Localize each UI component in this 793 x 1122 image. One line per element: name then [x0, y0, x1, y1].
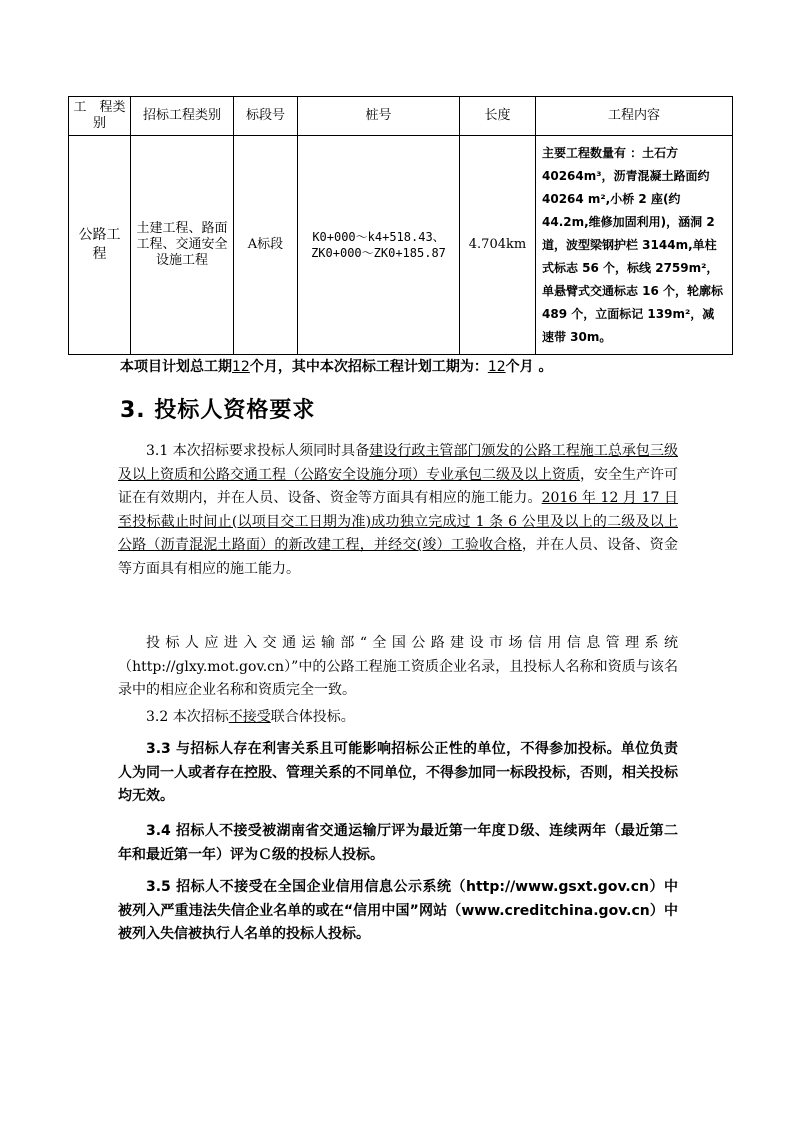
section-heading: 3. 投标人资格要求: [120, 398, 316, 423]
p31-underline-2: 2016 年 12 月 17 日至投标截止时间止(以项目交工日期为准)成功独立完成过 1 条 6 公里及以上的二级及以上公路（沥青混泥土路面）的新改建工程，并经交(竣）工验收合格: [118, 490, 678, 553]
cell-pile: [298, 136, 460, 355]
p32-underline: 不接受: [228, 709, 271, 725]
header-category: 工 程类别: [69, 97, 131, 136]
table-header-row: [69, 97, 733, 136]
cell-length: 4.704km: [460, 136, 536, 355]
p31-underline-1: 建设行政主管部门颁发的公路工程施工总承包三级及以上资质和公路交通工程（公路安全设施分项）专业承包二级及以上资质: [118, 443, 678, 483]
pile-line-1: K0+000～k4+518.43、: [312, 230, 445, 244]
cell-content: 主要工程数量有 ：土石方 40264m³，沥青混凝土路面约 40264 m²,小桥 2 座(约 44.2m,维修加固利用)，涵洞 2 道，波型梁钢护栏 3144m,单柱式标志 56 个，标线 2759m²，单悬臂式交通标志 16 个，轮廓标 489 个，立面标记 139m²，减速带 30m。: [536, 136, 733, 355]
p31-text-b: ，安全生产许可证在有效期内，并在人员、设备、资金等方面具有相应的施工能力。: [118, 466, 678, 506]
p31-text-c: ，并在人员、设备、资金等方面具有相应的施工能力。: [118, 537, 678, 577]
paragraph-credit-system: 投标人应进入交通运输部“全国公路建设市场信用信息管理系统（http://glxy.mot.gov.cn）”中的公路工程施工资质企业名录，且投标人名称和资质与该名录中的相应企业名称和资质完全一致。: [118, 635, 678, 698]
duration-line: [120, 356, 553, 376]
p31-text-a: 3.1 本次招标要求投标人须同时具备: [146, 443, 370, 459]
paragraph-3-4: 3.4 招标人不接受被湖南省交通运输厅评为最近第一年度Ｄ级、连续两年（最近第二年和最近第一年）评为Ｃ级的投标人投标。: [118, 823, 678, 863]
paragraph-3-2: [118, 706, 678, 730]
header-lot: 标段号: [234, 97, 298, 136]
p32-text-a: 3.2 本次招标: [146, 709, 229, 725]
duration-total: 12: [232, 359, 250, 375]
cell-lot: A标段: [234, 136, 298, 355]
duration-text-3: 个月 。: [505, 359, 553, 375]
paragraph-3-1: [118, 440, 678, 581]
header-content: 工程内容: [536, 97, 733, 136]
duration-text-2: 个月，其中本次招标工程计划工期为：: [249, 359, 488, 375]
paragraph-3-5: 3.5 招标人不接受在全国企业信用信息公示系统（http://www.gsxt.gov.cn）中被列入严重违法失信企业名单的或在“信用中国”网站（www.creditchina.gov.cn）中被列入失信被执行人名单的投标人投标。: [118, 879, 678, 942]
cell-tender-type: 土建工程、路面工程、交通安全设施工程: [131, 136, 234, 355]
duration-tender: 12: [487, 359, 506, 375]
paragraph-3-3: 3.3 与招标人存在利害关系且可能影响招标公正性的单位，不得参加投标。单位负责人为同一人或者存在控股、管理关系的不同单位，不得参加同一标段投标，否则，相关投标均无效。: [118, 741, 678, 804]
cell-category: 公路工程: [69, 136, 131, 355]
p32-text-b: 联合体投标。: [270, 709, 355, 725]
header-length: 长度: [460, 97, 536, 136]
header-pile: 桩号: [298, 97, 460, 136]
project-table: [68, 96, 733, 355]
pile-line-2: ZK0+000～ZK0+185.87: [311, 246, 446, 260]
header-tender-type: 招标工程类别: [131, 97, 234, 136]
duration-text-1: 本项目计划总工期: [120, 359, 232, 375]
table-row: [69, 136, 733, 355]
